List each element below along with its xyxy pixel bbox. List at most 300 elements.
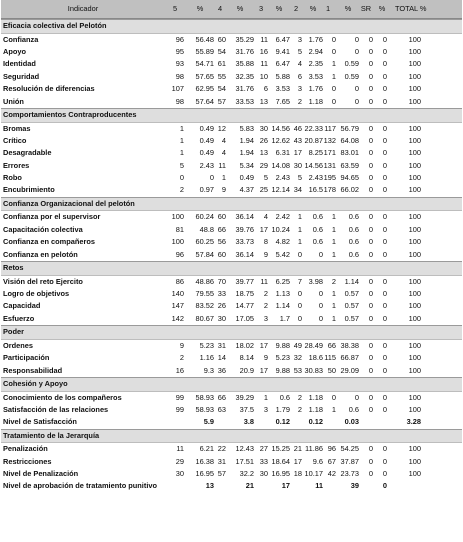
table-cell: 0 bbox=[368, 46, 373, 56]
table-cell: 16.5 bbox=[308, 185, 323, 195]
table-cell: 0 bbox=[382, 404, 387, 414]
table-cell: 1 bbox=[179, 135, 184, 145]
row-label: Identidad bbox=[3, 59, 36, 69]
table-cell: 3 bbox=[263, 313, 268, 323]
table-cell: 31 bbox=[217, 340, 226, 350]
table-cell: 0.57 bbox=[344, 289, 359, 299]
table-cell: 5.88 bbox=[275, 71, 290, 81]
table-cell: 0 bbox=[382, 444, 387, 454]
table-cell: 57 bbox=[217, 469, 226, 479]
table-cell: 99 bbox=[175, 392, 184, 402]
row-label: Participación bbox=[3, 353, 50, 363]
row-label: Nivel de Satisfacción bbox=[3, 417, 77, 427]
table-cell: 0 bbox=[382, 123, 387, 133]
table-cell: 93 bbox=[175, 59, 184, 69]
table-cell: 3.98 bbox=[308, 276, 323, 286]
table-cell: 0 bbox=[368, 84, 373, 94]
section-title bbox=[1, 108, 462, 123]
table-cell: 33 bbox=[259, 456, 268, 466]
table-cell: 0 bbox=[382, 173, 387, 183]
table-cell: 54 bbox=[217, 46, 226, 56]
table-cell: 53 bbox=[293, 365, 302, 375]
table-cell: 4 bbox=[297, 59, 302, 69]
table-cell: 15.25 bbox=[271, 444, 290, 454]
table-row bbox=[1, 276, 462, 288]
table-cell: 17 bbox=[281, 481, 290, 491]
table-cell: 100 bbox=[408, 444, 421, 454]
section-title bbox=[1, 261, 462, 276]
table-cell: 131 bbox=[323, 160, 336, 170]
table-cell: 17 bbox=[259, 340, 268, 350]
table-cell: 37.87 bbox=[340, 456, 359, 466]
table-cell: 2 bbox=[263, 301, 268, 311]
table-cell: 11 bbox=[260, 34, 268, 44]
table-cell: 5 bbox=[297, 173, 302, 183]
table-cell: 0 bbox=[382, 289, 387, 299]
table-cell: 26 bbox=[259, 135, 268, 145]
table-cell: 79.55 bbox=[195, 289, 214, 299]
section-title bbox=[1, 377, 462, 392]
table-cell: 95 bbox=[175, 46, 184, 56]
table-cell: 0 bbox=[318, 301, 323, 311]
table-cell: 9.6 bbox=[312, 456, 323, 466]
table-cell: 142 bbox=[171, 313, 184, 323]
table-cell: 0 bbox=[297, 289, 302, 299]
table-cell: 0 bbox=[331, 96, 336, 106]
table-cell: 1 bbox=[331, 224, 336, 234]
table-cell: 100 bbox=[408, 404, 421, 414]
table-cell: 99 bbox=[175, 404, 184, 414]
table-cell: 1 bbox=[263, 392, 268, 402]
table-cell: 1.94 bbox=[239, 135, 254, 145]
table-cell: 11 bbox=[260, 59, 268, 69]
table-cell: 12.62 bbox=[271, 135, 290, 145]
table-cell: 3.8 bbox=[243, 417, 254, 427]
row-label: Nivel de aprobación de tratamiento punitivo bbox=[3, 481, 157, 491]
table-cell: 0 bbox=[368, 392, 373, 402]
table-cell: 32 bbox=[293, 353, 302, 363]
table-cell: 0.6 bbox=[348, 404, 359, 414]
table-cell: 100 bbox=[408, 123, 421, 133]
table-cell: 36.14 bbox=[235, 212, 254, 222]
row-label: Conocimiento de los compañeros bbox=[3, 392, 122, 402]
table-cell: 0.59 bbox=[344, 71, 359, 81]
table-cell: 30 bbox=[175, 469, 184, 479]
table-cell: 9.41 bbox=[275, 46, 290, 56]
table-cell: 11 bbox=[218, 160, 226, 170]
table-cell: 1.94 bbox=[239, 148, 254, 158]
section-title-text: Cohesión y Apoyo bbox=[3, 378, 68, 388]
table-cell: 0 bbox=[382, 34, 387, 44]
table-cell: 1.18 bbox=[308, 392, 323, 402]
table-cell: 32.2 bbox=[239, 469, 254, 479]
table-cell: 57 bbox=[217, 96, 226, 106]
table-cell: 11 bbox=[260, 276, 268, 286]
table-cell: 8.14 bbox=[239, 353, 254, 363]
table-cell: 80.67 bbox=[195, 313, 214, 323]
table-cell: 8 bbox=[263, 237, 268, 247]
table-cell: 43 bbox=[293, 135, 302, 145]
table-cell: 12.14 bbox=[271, 185, 290, 195]
table-cell: 171 bbox=[323, 148, 336, 158]
table-cell: 1 bbox=[179, 123, 184, 133]
table-cell: 66 bbox=[327, 340, 336, 350]
table-cell: 48.86 bbox=[195, 276, 214, 286]
section-title bbox=[1, 19, 462, 34]
table-cell: 29 bbox=[175, 456, 184, 466]
table-cell: 14.56 bbox=[271, 123, 290, 133]
table-cell: 18.6 bbox=[308, 353, 323, 363]
table-cell: 17.05 bbox=[235, 313, 254, 323]
row-label: Confianza bbox=[3, 34, 39, 44]
table-cell: 46 bbox=[293, 123, 302, 133]
table-cell: 5.34 bbox=[239, 160, 254, 170]
section-title-text: Retos bbox=[3, 263, 24, 273]
table-row bbox=[1, 340, 462, 352]
table-row bbox=[1, 392, 462, 404]
table-cell: 35.29 bbox=[235, 34, 254, 44]
table-cell: 31.76 bbox=[235, 84, 254, 94]
table-cell: 0 bbox=[382, 313, 387, 323]
table-cell: 56.48 bbox=[195, 34, 214, 44]
table-cell: 0 bbox=[368, 173, 373, 183]
table-cell: 49 bbox=[293, 340, 302, 350]
table-cell: 1 bbox=[297, 212, 302, 222]
table-cell: 18 bbox=[293, 469, 302, 479]
table-cell: 13 bbox=[259, 148, 268, 158]
table-cell: 132 bbox=[323, 135, 336, 145]
table-cell: 0 bbox=[368, 96, 373, 106]
row-label: Confianza en compañeros bbox=[3, 237, 95, 247]
row-label: Encubrimiento bbox=[3, 185, 55, 195]
table-cell: 0 bbox=[209, 173, 214, 183]
table-cell: 100 bbox=[408, 249, 421, 259]
table-cell: 0.97 bbox=[199, 185, 214, 195]
table-cell: 18.02 bbox=[235, 340, 254, 350]
row-label: Errores bbox=[3, 160, 30, 170]
table-cell: 5 bbox=[263, 173, 268, 183]
table-row bbox=[1, 211, 462, 223]
table-cell: 60 bbox=[217, 212, 226, 222]
row-label: Visión del reto Ejercito bbox=[3, 276, 83, 286]
row-label: Confianza en pelotón bbox=[3, 249, 78, 259]
table-cell: 0 bbox=[382, 160, 387, 170]
table-cell: 16.95 bbox=[195, 469, 214, 479]
table-cell: 0 bbox=[382, 237, 387, 247]
table-cell: 3 bbox=[297, 34, 302, 44]
table-cell: 9.88 bbox=[275, 340, 290, 350]
table-cell: 17.51 bbox=[235, 456, 254, 466]
table-cell: 0.49 bbox=[199, 135, 214, 145]
row-label: Satisfacción de las relaciones bbox=[3, 404, 109, 414]
table-cell: 6 bbox=[297, 71, 302, 81]
table-row bbox=[1, 404, 462, 416]
table-cell: 18.64 bbox=[271, 456, 290, 466]
table-cell: 9 bbox=[221, 185, 226, 195]
table-cell: 100 bbox=[408, 289, 421, 299]
table-cell: 100 bbox=[408, 135, 421, 145]
table-cell: 13 bbox=[205, 481, 214, 491]
table-row bbox=[1, 249, 462, 261]
table-cell: 5.23 bbox=[199, 340, 214, 350]
table-cell: 30 bbox=[293, 160, 302, 170]
table-cell: 100 bbox=[408, 313, 421, 323]
table-cell: 0 bbox=[297, 301, 302, 311]
row-label: Bromas bbox=[3, 123, 31, 133]
table-row bbox=[1, 468, 462, 480]
row-label: Resolución de diferencias bbox=[3, 84, 95, 94]
table-cell: 66 bbox=[217, 392, 226, 402]
table-cell: 0.6 bbox=[312, 224, 323, 234]
table-cell: 2 bbox=[331, 276, 336, 286]
table-cell: 55 bbox=[217, 71, 226, 81]
table-cell: 100 bbox=[171, 212, 184, 222]
table-cell: 22.33 bbox=[304, 123, 323, 133]
table-cell: 100 bbox=[408, 392, 421, 402]
table-cell: 0.6 bbox=[312, 237, 323, 247]
table-cell: 1 bbox=[331, 313, 336, 323]
section-title-text: Confianza Organizacional del pelotón bbox=[3, 198, 135, 208]
header-cell: % bbox=[344, 4, 352, 13]
table-cell: 5.42 bbox=[275, 249, 290, 259]
table-cell: 64.08 bbox=[340, 135, 359, 145]
table-cell: 32.35 bbox=[235, 71, 254, 81]
table-cell: 0 bbox=[382, 148, 387, 158]
row-label: Logro de objetivos bbox=[3, 289, 70, 299]
row-label: Nivel de Penalización bbox=[3, 469, 79, 479]
table-row bbox=[1, 96, 462, 108]
table-cell: 9 bbox=[179, 340, 184, 350]
table-cell: 0 bbox=[331, 392, 336, 402]
table-cell: 98 bbox=[175, 96, 184, 106]
header-cell: SR bbox=[360, 4, 372, 13]
header-cell: 1 bbox=[325, 4, 331, 13]
table-cell: 1.76 bbox=[308, 34, 323, 44]
table-cell: 60 bbox=[217, 249, 226, 259]
header-cell: 3 bbox=[258, 4, 264, 13]
table-cell: 0 bbox=[382, 469, 387, 479]
table-cell: 22 bbox=[217, 444, 226, 454]
table-cell: 100 bbox=[408, 456, 421, 466]
table-cell: 140 bbox=[171, 289, 184, 299]
table-cell: 0 bbox=[382, 135, 387, 145]
table-cell: 147 bbox=[171, 301, 184, 311]
table-cell: 4.37 bbox=[239, 185, 254, 195]
table-cell: 100 bbox=[408, 276, 421, 286]
table-cell: 81 bbox=[175, 224, 184, 234]
header-indicator: Indicador bbox=[67, 4, 99, 13]
table-cell: 100 bbox=[408, 353, 421, 363]
table-cell: 16.95 bbox=[271, 469, 290, 479]
table-cell: 98 bbox=[175, 71, 184, 81]
table-cell: 2.42 bbox=[275, 212, 290, 222]
table-cell: 20.9 bbox=[239, 365, 254, 375]
table-cell: 0 bbox=[382, 96, 387, 106]
table-cell: 1 bbox=[179, 148, 184, 158]
table-cell: 5 bbox=[179, 160, 184, 170]
table-cell: 1 bbox=[221, 173, 226, 183]
table-cell: 5.23 bbox=[275, 353, 290, 363]
table-cell: 0 bbox=[368, 340, 373, 350]
table-cell: 70 bbox=[217, 276, 226, 286]
table-cell: 178 bbox=[323, 185, 336, 195]
table-row bbox=[1, 365, 462, 377]
table-row bbox=[1, 313, 462, 325]
table-cell: 54.25 bbox=[340, 444, 359, 454]
table-cell: 0.57 bbox=[344, 301, 359, 311]
table-cell: 0 bbox=[368, 135, 373, 145]
table-cell: 0 bbox=[354, 96, 359, 106]
table-cell: 2.35 bbox=[308, 59, 323, 69]
table-cell: 0 bbox=[382, 59, 387, 69]
table-row bbox=[1, 480, 462, 492]
table-cell: 0 bbox=[382, 392, 387, 402]
table-cell: 3 bbox=[297, 84, 302, 94]
table-cell: 0.57 bbox=[344, 313, 359, 323]
table-cell: 14.08 bbox=[271, 160, 290, 170]
table-cell: 0 bbox=[368, 289, 373, 299]
row-label: Ordenes bbox=[3, 340, 33, 350]
table-cell: 96 bbox=[175, 34, 184, 44]
table-cell: 56.79 bbox=[340, 123, 359, 133]
table-cell: 100 bbox=[408, 185, 421, 195]
table-cell: 0 bbox=[368, 249, 373, 259]
table-cell: 107 bbox=[171, 84, 184, 94]
table-cell: 0 bbox=[368, 444, 373, 454]
header-cell: % bbox=[275, 4, 283, 13]
table-cell: 55.89 bbox=[195, 46, 214, 56]
section-title bbox=[1, 325, 462, 340]
table-cell: 37.5 bbox=[239, 404, 254, 414]
table-cell: 23.73 bbox=[340, 469, 359, 479]
table-cell: 0 bbox=[382, 71, 387, 81]
table-cell: 100 bbox=[408, 301, 421, 311]
table-cell: 0 bbox=[297, 313, 302, 323]
table-cell: 39.77 bbox=[235, 276, 254, 286]
table-cell: 5 bbox=[297, 46, 302, 56]
table-cell: 100 bbox=[408, 59, 421, 69]
table-cell: 9 bbox=[263, 249, 268, 259]
table-cell: 66.87 bbox=[340, 353, 359, 363]
table-cell: 1 bbox=[297, 237, 302, 247]
table-cell: 42 bbox=[327, 469, 336, 479]
row-label: Confianza por el supervisor bbox=[3, 212, 101, 222]
table-cell: 2.43 bbox=[275, 173, 290, 183]
table-cell: 1.76 bbox=[308, 84, 323, 94]
table-cell: 1 bbox=[331, 404, 336, 414]
table-cell: 0.6 bbox=[348, 237, 359, 247]
row-label: Unión bbox=[3, 96, 24, 106]
table-cell: 63 bbox=[217, 404, 226, 414]
table-cell: 3.53 bbox=[275, 84, 290, 94]
table-cell: 7.65 bbox=[275, 96, 290, 106]
table-cell: 0 bbox=[318, 249, 323, 259]
table-cell: 0 bbox=[318, 289, 323, 299]
table-row bbox=[1, 34, 462, 46]
table-cell: 0 bbox=[331, 46, 336, 56]
table-cell: 1.7 bbox=[279, 313, 290, 323]
row-label: Penalización bbox=[3, 444, 48, 454]
table-cell: 36.14 bbox=[235, 249, 254, 259]
header-cell: % bbox=[236, 4, 244, 13]
table-cell: 2.43 bbox=[308, 173, 323, 183]
row-label: Crítico bbox=[3, 135, 27, 145]
table-cell: 86 bbox=[175, 276, 184, 286]
table-cell: 39.29 bbox=[235, 392, 254, 402]
table-cell: 56 bbox=[217, 237, 226, 247]
table-cell: 195 bbox=[323, 173, 336, 183]
table-cell: 2 bbox=[297, 392, 302, 402]
table-cell: 13 bbox=[259, 96, 268, 106]
table-cell: 8.25 bbox=[308, 148, 323, 158]
table-cell: 1 bbox=[297, 224, 302, 234]
table-cell: 0 bbox=[318, 313, 323, 323]
table-cell: 54 bbox=[217, 84, 226, 94]
table-cell: 0.49 bbox=[239, 173, 254, 183]
table-cell: 0 bbox=[354, 46, 359, 56]
table-cell: 35.88 bbox=[235, 59, 254, 69]
table-cell: 0 bbox=[368, 123, 373, 133]
table-cell: 9.3 bbox=[203, 365, 214, 375]
table-cell: 0 bbox=[179, 173, 184, 183]
table-cell: 100 bbox=[408, 96, 421, 106]
table-cell: 0.6 bbox=[348, 224, 359, 234]
table-cell: 1.18 bbox=[308, 96, 323, 106]
table-cell: 100 bbox=[408, 71, 421, 81]
header-cell: % bbox=[309, 4, 317, 13]
table-row bbox=[1, 172, 462, 184]
table-row bbox=[1, 58, 462, 70]
table-row bbox=[1, 443, 462, 455]
table-cell: 0 bbox=[368, 160, 373, 170]
section-title-text: Comportamientos Contraproducentes bbox=[3, 109, 137, 119]
table-cell: 83.52 bbox=[195, 301, 214, 311]
table-cell: 11 bbox=[176, 444, 184, 454]
table-cell: 14 bbox=[217, 353, 226, 363]
table-cell: 83.01 bbox=[340, 148, 359, 158]
section-title-text: Poder bbox=[3, 327, 24, 337]
row-label: Apoyo bbox=[3, 46, 26, 56]
table-cell: 21 bbox=[293, 444, 302, 454]
table-cell: 25 bbox=[259, 185, 268, 195]
table-cell: 27 bbox=[259, 444, 268, 454]
table-cell: 0 bbox=[382, 481, 387, 491]
table-cell: 5.83 bbox=[239, 123, 254, 133]
table-row bbox=[1, 184, 462, 196]
row-label: Esfuerzo bbox=[3, 313, 35, 323]
table-cell: 100 bbox=[408, 212, 421, 222]
table-cell: 100 bbox=[408, 173, 421, 183]
table-cell: 31.76 bbox=[235, 46, 254, 56]
table-cell: 4.82 bbox=[275, 237, 290, 247]
table-cell: 58.93 bbox=[195, 404, 214, 414]
table-cell: 1 bbox=[331, 289, 336, 299]
table-cell: 2 bbox=[297, 96, 302, 106]
row-label: Desagradable bbox=[3, 148, 52, 158]
table-cell: 0 bbox=[297, 249, 302, 259]
section-title-text: Tratamiento de la Jerarquía bbox=[3, 430, 100, 440]
table-cell: 1.18 bbox=[308, 404, 323, 414]
table-cell: 16 bbox=[175, 365, 184, 375]
table-cell: 1.14 bbox=[344, 276, 359, 286]
table-cell: 63.59 bbox=[340, 160, 359, 170]
table-cell: 0 bbox=[382, 224, 387, 234]
table-cell: 67 bbox=[327, 456, 336, 466]
header-cell: 5 bbox=[172, 4, 178, 13]
table-cell: 1.79 bbox=[275, 404, 290, 414]
table-cell: 50 bbox=[327, 365, 336, 375]
table-cell: 26 bbox=[217, 301, 226, 311]
